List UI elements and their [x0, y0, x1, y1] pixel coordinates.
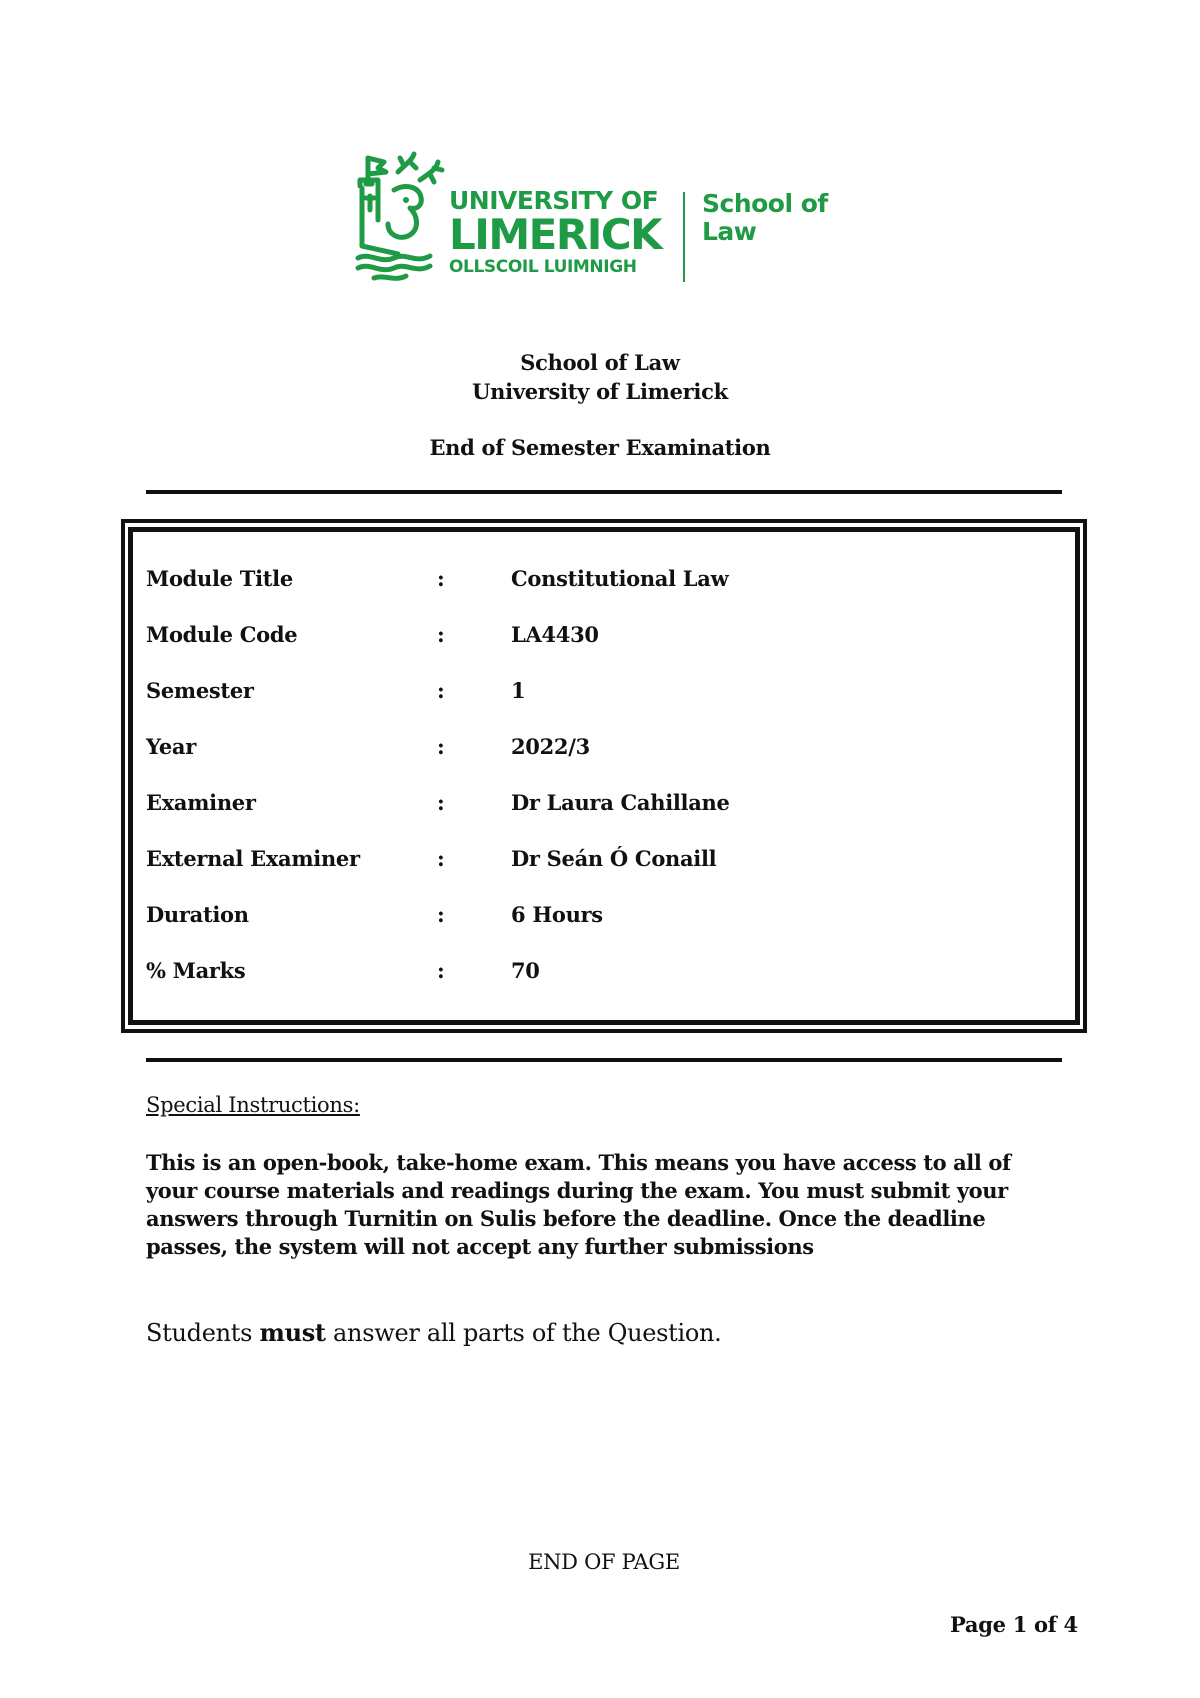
- detail-value: Dr Laura Cahillane: [511, 790, 730, 815]
- students-note-before: Students: [146, 1319, 260, 1347]
- students-note-after: answer all parts of the Question.: [325, 1319, 722, 1347]
- logo-ollscoil-luimnigh: OLLSCOIL LUIMNIGH: [449, 257, 637, 277]
- university-logo: [354, 150, 834, 290]
- detail-row-marks: [146, 958, 1046, 988]
- detail-label: Year: [146, 734, 196, 759]
- special-instructions-heading: Special Instructions:: [146, 1093, 360, 1117]
- logo-wordmark: [449, 188, 661, 276]
- detail-value: 1: [511, 678, 526, 703]
- detail-value: Dr Seán Ó Conaill: [511, 846, 717, 871]
- detail-colon: :: [437, 790, 445, 815]
- detail-value: Constitutional Law: [511, 566, 729, 591]
- detail-value: LA4430: [511, 622, 599, 647]
- detail-value: 70: [511, 958, 540, 983]
- detail-row-duration: [146, 902, 1046, 932]
- header-exam-type: End of Semester Examination: [429, 435, 771, 460]
- detail-label: % Marks: [146, 958, 246, 983]
- detail-row-module-code: [146, 622, 1046, 652]
- page-number: Page 1 of 4: [950, 1612, 1078, 1637]
- detail-label: Semester: [146, 678, 254, 703]
- logo-limerick: LIMERICK: [449, 210, 662, 259]
- detail-colon: :: [437, 902, 445, 927]
- detail-label: Examiner: [146, 790, 256, 815]
- detail-value: 2022/3: [511, 734, 590, 759]
- detail-value: 6 Hours: [511, 902, 603, 927]
- detail-label: Module Title: [146, 566, 293, 591]
- header-university: University of Limerick: [472, 379, 728, 404]
- detail-colon: :: [437, 846, 445, 871]
- logo-divider: [683, 192, 685, 282]
- detail-row-module-title: [146, 566, 1046, 596]
- castle-stag-crest-icon: [354, 150, 446, 286]
- detail-colon: :: [437, 958, 445, 983]
- end-of-page-marker: END OF PAGE: [528, 1550, 680, 1574]
- detail-label: External Examiner: [146, 846, 360, 871]
- logo-school-line1: School of: [702, 189, 828, 218]
- detail-colon: :: [437, 734, 445, 759]
- header-school: School of Law: [520, 350, 680, 375]
- top-rule: [146, 490, 1062, 494]
- detail-row-semester: [146, 678, 1046, 708]
- detail-row-external-examiner: [146, 846, 1046, 876]
- students-note: [146, 1318, 722, 1347]
- detail-colon: :: [437, 622, 445, 647]
- detail-row-year: [146, 734, 1046, 764]
- students-note-emphasis: must: [259, 1318, 326, 1347]
- special-instructions-body: This is an open-book, take-home exam. This means you have access to all of your course materials and readings during the exam. You must submit your answers through Turnitin on Sulis before the deadline. Once the deadline passes, the system will not accept any further submissions: [146, 1150, 1011, 1259]
- detail-row-examiner: [146, 790, 1046, 820]
- bottom-rule: [146, 1058, 1062, 1062]
- logo-school-of-law: [702, 190, 828, 246]
- details-box-inner-border: [128, 527, 1080, 1025]
- detail-colon: :: [437, 678, 445, 703]
- logo-school-line2: Law: [702, 217, 757, 246]
- logo-university-of: UNIVERSITY OF: [449, 186, 659, 215]
- detail-label: Duration: [146, 902, 249, 927]
- detail-label: Module Code: [146, 622, 298, 647]
- detail-colon: :: [437, 566, 445, 591]
